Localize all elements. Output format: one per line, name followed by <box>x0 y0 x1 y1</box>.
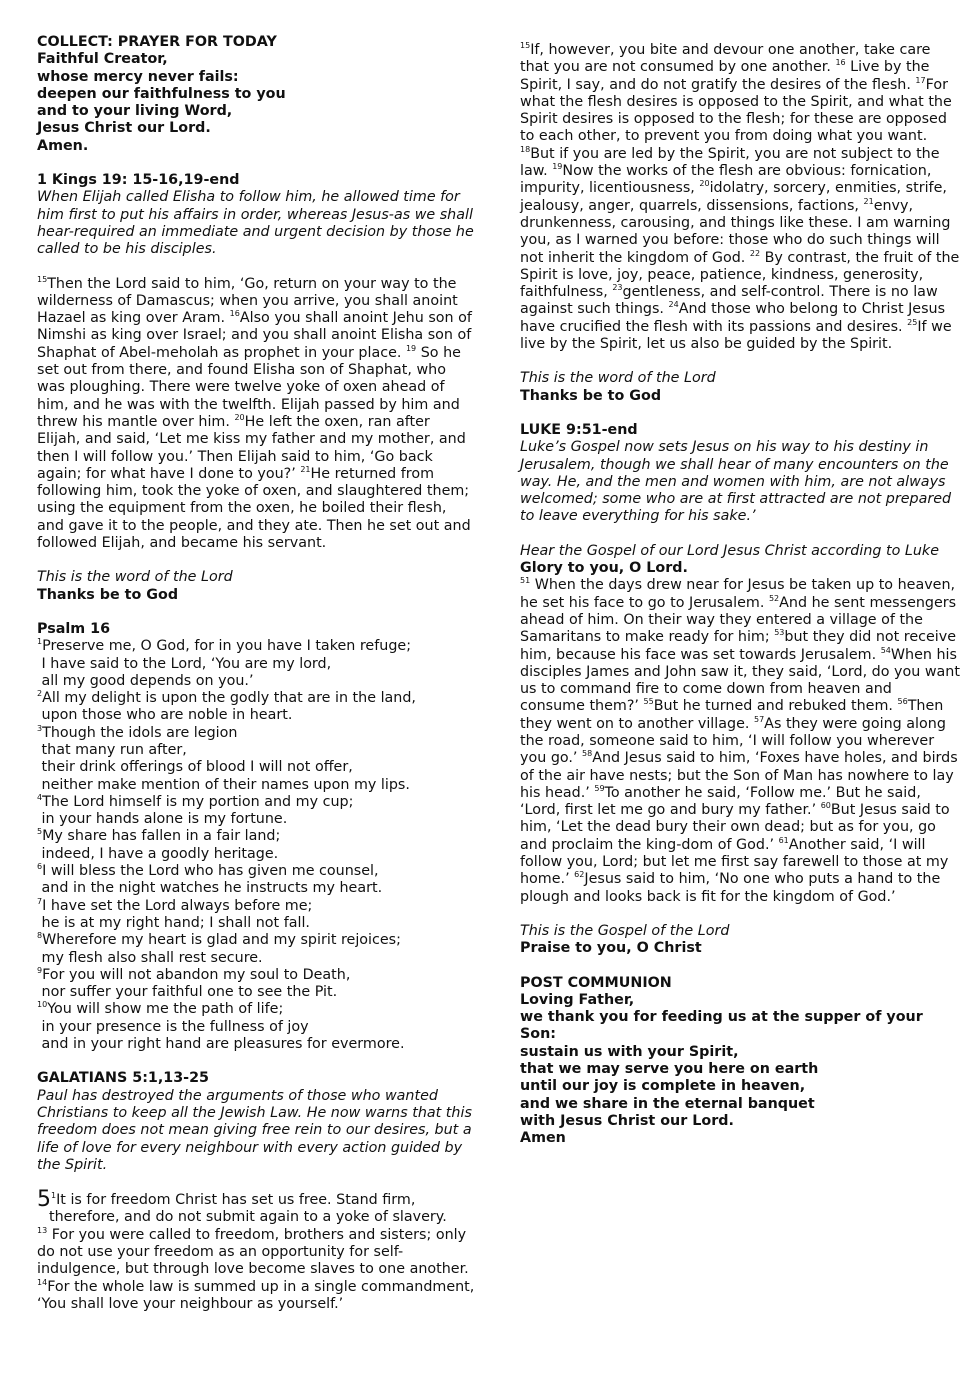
verse-number: 54 <box>880 645 891 655</box>
kings-heading: 1 Kings 19: 15-16,19-end <box>37 172 240 189</box>
verse-number: 19 <box>552 162 563 172</box>
verse-text: So he set out from there, and found Elisha son of Shaphat, who was ploughing. There were twelve yoke of oxen ahead of him, and he was with the twelfth. Elijah passed by him and threw his mantle over him. <box>37 344 461 430</box>
post-communion-line: with Jesus Christ our Lord. <box>520 1112 734 1129</box>
verse-number: 24 <box>668 300 679 310</box>
collect-heading: COLLECT: PRAYER FOR TODAY <box>37 34 277 50</box>
psalm-line-text: that many run after, <box>37 741 187 758</box>
post-communion-line: we thank you for feeding us at the supper of your Son: <box>520 1009 923 1043</box>
verse-text: Live by the Spirit, I say, and do not gratify the desires of the flesh. <box>520 59 930 93</box>
luke-section <box>520 422 960 958</box>
verse-number: 15 <box>37 274 48 284</box>
galatians-section <box>37 1070 475 1313</box>
verse-text: Another said, ‘I will follow you, Lord; but let me first say farewell to those at my home.’ <box>520 836 949 888</box>
verse-text: idolatry, sorcery, enmities, strife, jealousy, anger, quarrels, dissensions, factions, <box>520 180 947 214</box>
verse-number: 53 <box>774 628 785 638</box>
psalm-line <box>37 673 475 690</box>
verse-number: 5 <box>37 827 43 837</box>
verse-text: And Jesus said to him, ‘Foxes have holes, and birds of the air have nests; but the Son of Man has nowhere to lay his head.’ <box>520 750 958 801</box>
verse-text: And he sent messengers ahead of him. On their way they entered a village of the Samaritans to make ready for him; <box>520 594 957 646</box>
verse-number: 16 <box>229 309 240 319</box>
verse-text: For what the flesh desires is opposed to the Spirit, and what the Spirit desires is opposed to the flesh; for these are opposed to each other, to prevent you from doing what you want. <box>520 76 952 145</box>
psalm-line <box>37 932 475 949</box>
verse-number: 15 <box>520 41 531 51</box>
galatians-verse-1 <box>37 1187 475 1227</box>
collect-line: and to your living Word, <box>37 103 233 120</box>
verse-number: 10 <box>37 1000 48 1010</box>
verse-text: As they were going along the road, someone said to him, ‘I will follow you wherever you go.’ <box>520 715 946 767</box>
verse-number: 1 <box>51 1191 57 1201</box>
right-column <box>520 42 960 1148</box>
psalm-line <box>37 863 475 880</box>
psalm-line <box>37 725 475 742</box>
verse-text: but they did not receive him, because his face was set towards Jerusalem. <box>520 629 957 663</box>
psalm-line-text: I will bless the Lord who has given me counsel, <box>42 863 379 880</box>
gospel-announcement: Hear the Gospel of our Lord Jesus Christ according to Luke <box>520 542 940 559</box>
verse-number: 60 <box>820 801 831 811</box>
verse-number: 61 <box>778 836 789 845</box>
post-communion-line: sustain us with your Spirit, <box>520 1043 739 1060</box>
galatians-reading-part2 <box>520 42 960 353</box>
verse-number: 57 <box>753 714 765 724</box>
psalm-line-text: For you will not abandon my soul to Death, <box>42 966 351 983</box>
psalm-line <box>37 656 475 673</box>
psalm-line <box>37 707 475 724</box>
galatians-reading-part1 <box>37 1227 475 1313</box>
psalm-line <box>37 880 475 897</box>
psalm-line-text: Wherefore my heart is glad and my spirit rejoices; <box>42 932 401 949</box>
psalm-line <box>37 828 475 845</box>
verse-number: 3 <box>37 723 43 733</box>
verse-number: 4 <box>37 793 43 803</box>
verse-number: 52 <box>768 593 780 603</box>
post-communion-line: until our joy is complete in heaven, <box>520 1078 806 1095</box>
psalm-line-text: upon those who are noble in heart. <box>37 707 293 724</box>
kings-intro: When Elijah called Elisha to follow him, he allowed time for him first to put his affairs in order, whereas Jesus-as we shall hear-required an immediate and urgent decision by those he called to be his disciples. <box>37 189 474 258</box>
psalm-line <box>37 777 475 794</box>
psalm-line <box>37 1036 475 1053</box>
psalm-line <box>37 690 475 707</box>
verse-text: But he turned and rebuked them. <box>653 698 898 715</box>
psalm-line <box>37 898 475 915</box>
psalm-text <box>37 638 475 1053</box>
psalm-line <box>37 811 475 828</box>
verse-text: Now the works of the flesh are obvious: fornication, impurity, licentiousness, <box>520 163 932 197</box>
verse-text: By contrast, the fruit of the Spirit is love, joy, peace, patience, kindness, generosity, faithfulness, <box>520 249 960 301</box>
verse-number: 21 <box>863 196 874 206</box>
psalm-line <box>37 915 475 932</box>
left-column <box>37 34 475 1313</box>
luke-intro: Luke’s Gospel now sets Jesus on his way to his destiny in Jerusalem, though we shall hear of many encounters on the way. He, and the men and women with him, are not always welcomed; some who are at first attracted are not prepared to leave everything for his sake.’ <box>520 439 952 525</box>
kings-section <box>37 172 475 604</box>
gospel-announcement-response: Glory to you, O Lord. <box>520 560 688 577</box>
psalm-line <box>37 742 475 759</box>
collect-line: deepen our faithfulness to you <box>37 85 286 102</box>
verse-number: 58 <box>582 749 593 759</box>
psalm-line-text: all my good depends on you.’ <box>37 672 254 689</box>
verse-text: He left the oxen, ran after Elijah, and said, ‘Let me kiss my father and my mother, and then I will follow you.’ Then Elijah said to him, ‘Go back again; for what have I done to you?’ <box>37 413 466 482</box>
verse-number: 17 <box>915 75 926 85</box>
post-communion-line: Loving Father, <box>520 991 635 1008</box>
galatians-response-italic: This is the word of the Lord <box>520 370 716 387</box>
psalm-line-text: Though the idols are legion <box>42 724 238 741</box>
post-communion-line: Amen <box>520 1130 566 1147</box>
verse-text: For you were called to freedom, brothers and sisters; only do not use your freedom as an opportunity for self-indulgence, but through love become slaves to one another. <box>37 1226 469 1278</box>
verse-number: 9 <box>37 966 43 976</box>
verse-number: 51 <box>520 576 531 586</box>
verse-number: 8 <box>37 931 43 941</box>
verse-text: He returned from following him, took the yoke of oxen, and slaughtered them; using the equipment from the oxen, he boiled their flesh, and gave it to the people, and they ate. Then he set out and followed Elijah, and became his servant. <box>37 465 471 552</box>
post-communion-heading: POST COMMUNION <box>520 974 672 991</box>
collect-line: Amen. <box>37 137 89 154</box>
verse-text: When the days drew near for Jesus be taken up to heaven, he set his face to go to Jerusalem. <box>520 577 956 611</box>
verse-number: 59 <box>594 784 605 794</box>
verse-number: 18 <box>520 145 531 155</box>
verse-text: Also you shall anoint Jehu son of Nimshi as king over Israel; and you shall anoint Elisha son of Shaphat of Abel-meholah as prophet in your place. <box>37 310 472 361</box>
collect-line: Faithful Creator, <box>37 51 168 68</box>
verse-text: envy, drunkenness, carousing, and things like these. I am warning you, as I warned you before: those who do such things will not inherit the kingdom of God. <box>520 197 951 266</box>
psalm-line <box>37 967 475 984</box>
psalm-line <box>37 950 475 967</box>
psalm-line-text: nor suffer your faithful one to see the Pit. <box>37 984 338 1001</box>
verse-number: 21 <box>300 465 311 475</box>
psalm-section <box>37 621 475 1053</box>
galatians-intro: Paul has destroyed the arguments of those who wanted Christians to keep all the Jewish Law. He now warns that this freedom does not mean giving free rein to our desires, but a life of love for every neighbour with every action guided by the Spirit. <box>37 1087 472 1173</box>
verse-number: 16 <box>835 58 846 68</box>
luke-reading <box>520 577 960 906</box>
post-communion-line: that we may serve you here on earth <box>520 1061 819 1078</box>
psalm-line-text: Preserve me, O God, for in you have I taken refuge; <box>42 638 412 655</box>
verse-text: Then the Lord said to him, ‘Go, return on your way to the wilderness of Damascus; when you arrive, you shall anoint Hazael as king over Aram. <box>37 275 458 327</box>
psalm-line-text: You will show me the path of life; <box>47 1001 284 1018</box>
post-communion-line: and we share in the eternal banquet <box>520 1095 815 1112</box>
psalm-line-text: I have set the Lord always before me; <box>42 897 313 914</box>
verse-text: And those who belong to Christ Jesus have crucified the flesh with its passions and desires. <box>520 301 946 335</box>
chapter-number: 5 <box>37 1187 51 1213</box>
psalm-line <box>37 846 475 863</box>
psalm-line-text: in your presence is the fullness of joy <box>37 1018 309 1035</box>
post-communion-prayer <box>520 992 960 1148</box>
verse-number: 20 <box>234 413 245 423</box>
verse-text: When his disciples James and John saw it, they said, ‘Lord, do you want us to command fire to come down from heaven and consume them?’ <box>520 646 960 715</box>
psalm-line <box>37 984 475 1001</box>
verse-text: For the whole law is summed up in a single commandment, ‘You shall love your neighbour as yourself.’ <box>37 1278 475 1312</box>
galatians-heading: GALATIANS 5:1,13-25 <box>37 1070 210 1087</box>
verse-text-continued: therefore, and do not submit again to a yoke of slavery. <box>49 1209 447 1226</box>
kings-response-bold: Thanks be to God <box>37 586 179 603</box>
psalm-line-text: My share has fallen in a fair land; <box>42 828 281 845</box>
verse-text: Then they went on to another village. <box>520 698 944 732</box>
collect-line: Jesus Christ our Lord. <box>37 120 211 137</box>
psalm-line-text: I have said to the Lord, ‘You are my lord, <box>37 655 332 672</box>
collect-section <box>37 34 475 155</box>
verse-text: But if you are led by the Spirit, you are not subject to the law. <box>520 145 940 180</box>
kings-response-italic: This is the word of the Lord <box>37 569 233 586</box>
luke-response-bold: Praise to you, O Christ <box>520 940 702 957</box>
psalm-line-text: All my delight is upon the godly that are in the land, <box>42 690 416 707</box>
verse-text: To another he said, ‘Follow me.’ But he said, ‘Lord, first let me go and bury my father.’ <box>520 784 921 819</box>
verse-text: Jesus said to him, ‘No one who puts a hand to the plough and looks back is fit for the kingdom of God.’ <box>520 871 941 905</box>
verse-text: But Jesus said to him, ‘Let the dead bury their own dead; but as for you, go and proclaim the king-dom of God.’ <box>520 802 950 853</box>
verse-number: 13 <box>37 1225 48 1235</box>
psalm-line-text: neither make mention of their names upon my lips. <box>37 776 410 793</box>
verse-text: gentleness, and self-control. There is no law against such things. <box>520 284 938 318</box>
psalm-heading: Psalm 16 <box>37 620 111 637</box>
verse-number: 7 <box>37 896 43 906</box>
verse-number: 22 <box>749 248 761 258</box>
verse-number: 62 <box>574 870 585 880</box>
psalm-line-text: their drink offerings of blood I will not offer, <box>37 759 353 776</box>
galatians-response-bold: Thanks be to God <box>520 387 662 404</box>
psalm-line <box>37 759 475 776</box>
psalm-line-text: he is at my right hand; I shall not fall. <box>37 914 310 931</box>
psalm-line-text: and in the night watches he instructs my heart. <box>37 880 383 897</box>
psalm-line <box>37 1001 475 1018</box>
post-communion-section <box>520 975 960 1148</box>
psalm-line <box>37 1019 475 1036</box>
psalm-line-text: my flesh also shall rest secure. <box>37 949 263 966</box>
verse-number: 14 <box>37 1277 48 1287</box>
verse-number: 20 <box>699 179 710 189</box>
verse-number: 2 <box>37 689 43 699</box>
verse-number: 56 <box>897 697 908 707</box>
psalm-line <box>37 794 475 811</box>
psalm-line <box>37 638 475 655</box>
verse-number: 19 <box>405 343 417 353</box>
verse-number: 1 <box>37 637 43 647</box>
luke-response-italic: This is the Gospel of the Lord <box>520 922 730 939</box>
luke-heading: LUKE 9:51-end <box>520 421 638 438</box>
kings-reading <box>37 276 475 553</box>
verse-number: 23 <box>612 283 623 293</box>
verse-number: 55 <box>643 697 654 707</box>
verse-text: It is for freedom Christ has set us free. Stand firm, <box>56 1192 416 1209</box>
psalm-line-text: The Lord himself is my portion and my cup; <box>42 793 354 810</box>
psalm-line-text: indeed, I have a goodly heritage. <box>37 845 279 862</box>
verse-number: 25 <box>907 317 918 327</box>
collect-line: whose mercy never fails: <box>37 68 239 85</box>
psalm-line-text: in your hands alone is my fortune. <box>37 811 288 828</box>
psalm-line-text: and in your right hand are pleasures for evermore. <box>37 1036 405 1053</box>
verse-number: 6 <box>37 862 43 872</box>
collect-prayer <box>37 51 475 155</box>
verse-text: If we live by the Spirit, let us also be guided by the Spirit. <box>520 318 952 353</box>
verse-text: If, however, you bite and devour one another, take care that you are not consumed by one another. <box>520 42 931 76</box>
